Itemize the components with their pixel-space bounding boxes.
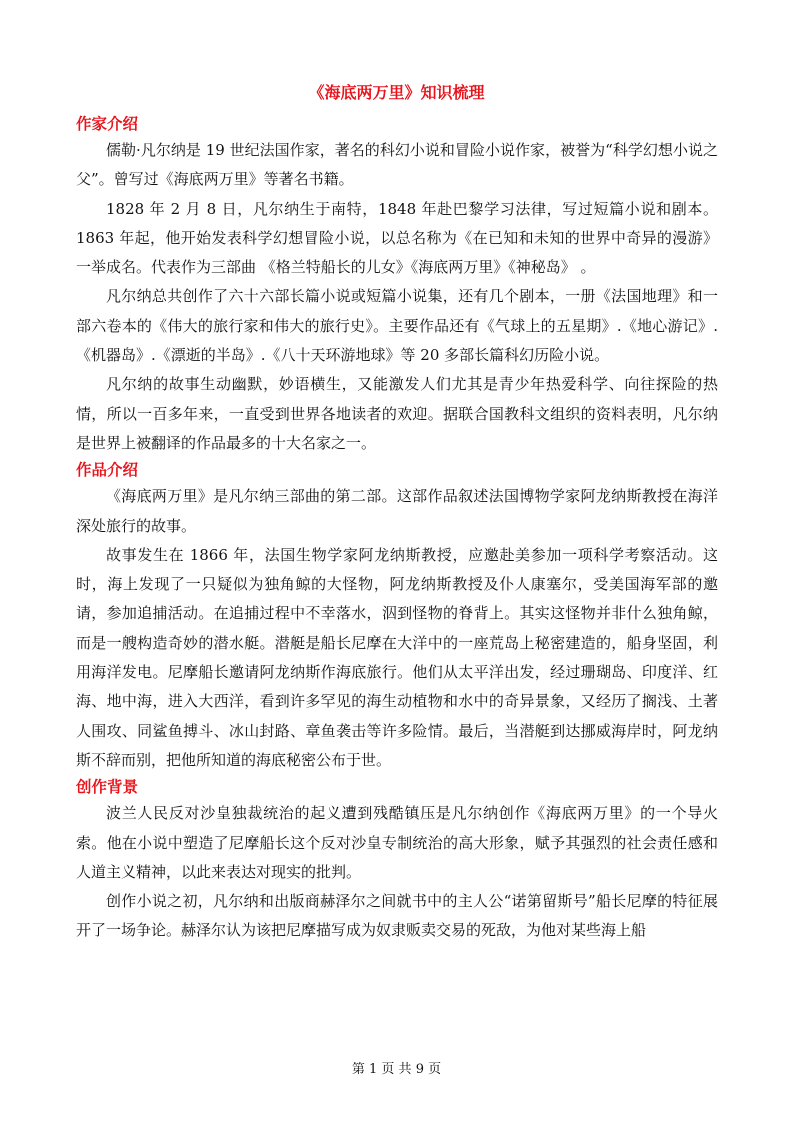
section-work	[76, 458, 718, 775]
section-heading: 作家介绍	[76, 115, 139, 133]
document-body	[76, 112, 718, 946]
section-background	[76, 775, 718, 945]
paragraph: 1828 年 2 月 8 日，凡尔纳生于南特，1848 年赴巴黎学习法律，写过短篇小说和剧本。1863 年起，他开始发表科学幻想冒险小说，以总名称为《在已知和未知的世界中奇异的漫游》一举成名。代表作为三部曲 《格兰特船长的儿女》《海底两万里》《神秘岛》 。	[76, 199, 718, 277]
paragraph: 创作小说之初，凡尔纳和出版商赫泽尔之间就书中的主人公“诺第留斯号”船长尼摩的特征展开了一场争论。赫泽尔认为该把尼摩描写成为奴隶贩卖交易的死敌，为他对某些海上船	[76, 892, 718, 940]
section-heading: 作品介绍	[76, 461, 139, 480]
paragraph: 凡尔纳总共创作了六十六部长篇小说或短篇小说集，还有几个剧本，一册《法国地理》和一部六卷本的《伟大的旅行家和伟大的旅行史》。主要作品还有《气球上的五星期》.《地心游记》.《机器岛》.《漂逝的半岛》.《八十天环游地球》等 20 多部长篇科幻历险小说。	[76, 287, 718, 365]
paragraph: 波兰人民反对沙皇独裁统治的起义遭到残酷镇压是凡尔纳创作《海底两万里》的一个导火索。他在小说中塑造了尼摩船长这个反对沙皇专制统治的高大形象，赋予其强烈的社会责任感和人道主义精神，以此来表达对现实的批判。	[76, 804, 718, 881]
section-author	[76, 112, 718, 458]
paragraph: 《海底两万里》是凡尔纳三部曲的第二部。这部作品叙述法国博物学家阿龙纳斯教授在海洋深处旅行的故事。	[76, 487, 718, 535]
document-title: 《海底两万里》知识梳理	[308, 83, 485, 102]
page-number-footer: 第 1 页 共 9 页	[351, 1062, 442, 1077]
paragraph: 儒勒·凡尔纳是 19 世纪法国作家，著名的科幻小说和冒险小说作家，被誉为“科学幻想小说之父”。曾写过《海底两万里》等著名书籍。	[76, 141, 718, 189]
paragraph: 故事发生在 1866 年，法国生物学家阿龙纳斯教授，应邀赴美参加一项科学考察活动。这时，海上发现了一只疑似为独角鲸的大怪物，阿龙纳斯教授及仆人康塞尔，受美国海军部的邀请，参加追捕活动。在追捕过程中不幸落水，泅到怪物的脊背上。其实这怪物并非什么独角鲸，而是一艘构造奇妙的潜水艇。潜艇是船长尼摩在大洋中的一座荒岛上秘密建造的，船身坚固，利用海洋发电。尼摩船长邀请阿龙纳斯作海底旅行。他们从太平洋出发，经过珊瑚岛、印度洋、红海、地中海，进入大西洋，看到许多罕见的海生动植物和水中的奇异景象，又经历了搁浅、土著人围攻、同鲨鱼搏斗、冰山封路、章鱼袭击等许多险情。最后，当潜艇到达挪威海岸时，阿龙纳斯不辞而别，把他所知道的海底秘密公布于世。	[76, 545, 718, 769]
section-heading: 创作背景	[76, 778, 139, 797]
paragraph: 凡尔纳的故事生动幽默，妙语横生，又能激发人们尤其是青少年热爱科学、向往探险的热情，所以一百多年来，一直受到世界各地读者的欢迎。据联合国教科文组织的资料表明，凡尔纳是世界上被翻译的作品最多的十大名家之一。	[76, 375, 718, 452]
